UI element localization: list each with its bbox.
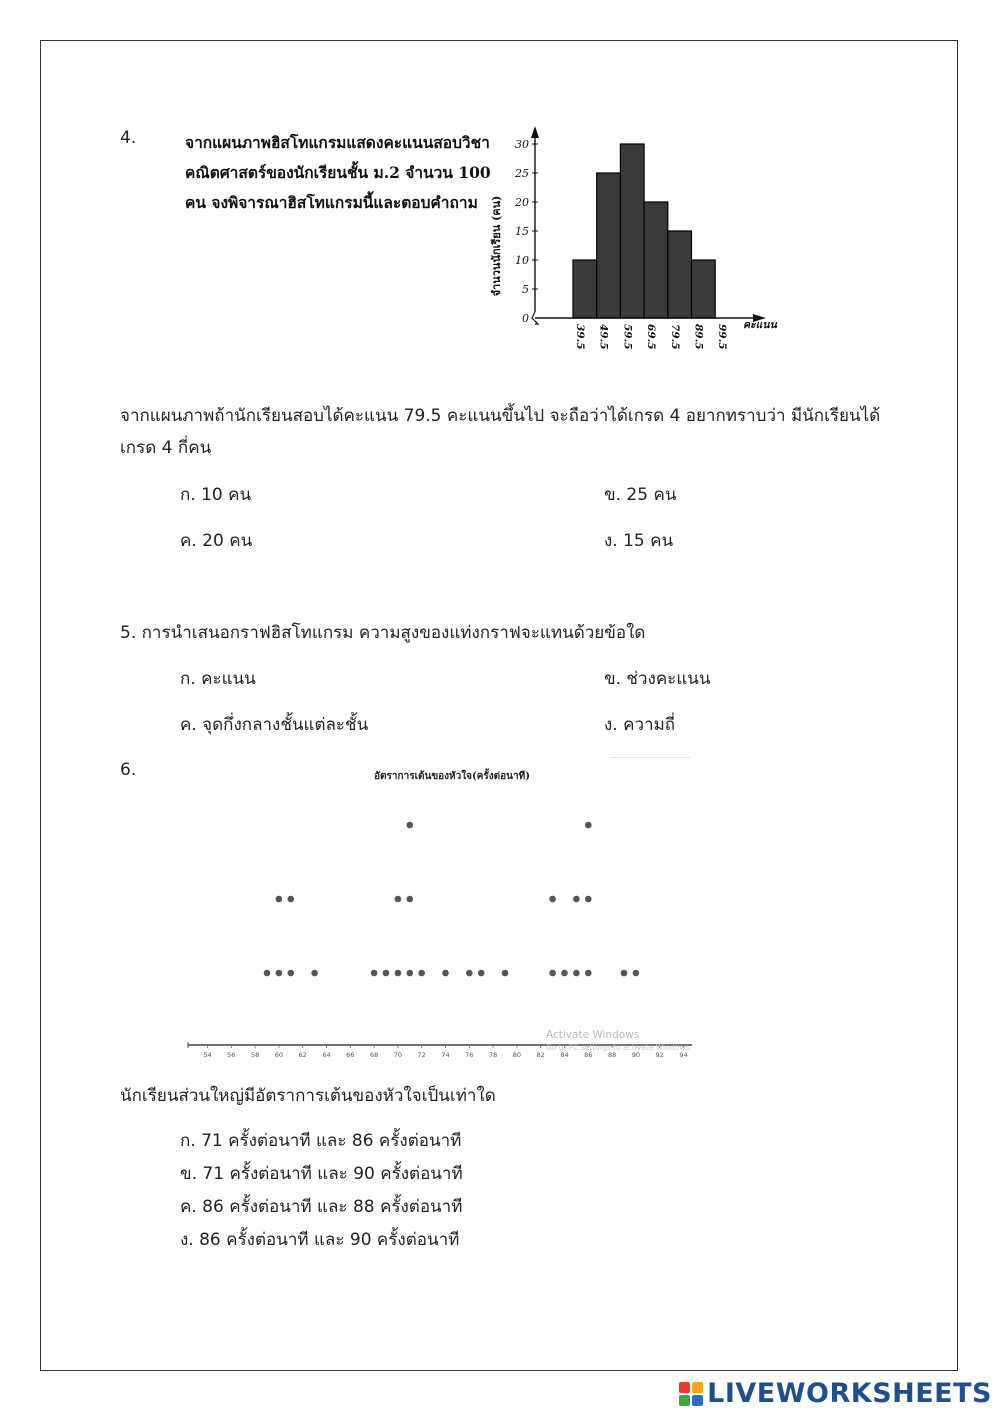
histogram-bar	[692, 260, 716, 318]
dot-plot-tick-label: 56	[227, 1051, 236, 1059]
dot-plot-point	[371, 970, 378, 977]
liveworksheets-logo[interactable]	[679, 1378, 992, 1409]
dot-plot-point	[561, 970, 568, 977]
histogram-x-tick-label: 39.5	[574, 324, 586, 350]
q6-option-a[interactable]: ก. 71 ครั้งต่อนาที และ 86 ครั้งต่อนาที	[180, 1131, 462, 1151]
dot-plot-tick-label: 64	[322, 1051, 331, 1059]
dot-plot-point	[288, 970, 295, 977]
q6-question: นักเรียนส่วนใหญ่มีอัตราการเต้นของหัวใจเป็นเท่าใด	[120, 1086, 496, 1106]
histogram-y-tick-label: 10	[515, 254, 529, 267]
dot-plot-point	[407, 822, 414, 829]
dot-plot-point	[621, 970, 628, 977]
dot-plot-point	[633, 970, 640, 977]
histogram-y-label: จำนวนนักเรียน (คน)	[490, 195, 503, 297]
dot-plot-point	[466, 970, 473, 977]
dot-plot-point	[585, 822, 592, 829]
dot-plot-point	[585, 896, 592, 903]
histogram-y-tick-label: 20	[515, 196, 529, 209]
activate-windows-watermark: Activate Windows	[546, 1029, 640, 1041]
q5-question: 5. การนำเสนอกราฟฮิสโทแกรม ความสูงของแท่งกราฟจะแทนด้วยข้อใด	[120, 623, 646, 643]
histogram-y-tick-label: 30	[515, 138, 529, 151]
dot-plot-point	[288, 896, 295, 903]
dot-plot-point	[585, 970, 592, 977]
dot-plot-point	[549, 970, 556, 977]
histogram-x-tick-label: 59.5	[621, 324, 634, 350]
q5-option-c[interactable]: ค. จุดกึ่งกลางชั้นแต่ละชั้น	[180, 715, 369, 735]
histogram-x-tick-label: 69.5	[645, 324, 658, 350]
dot-plot-tick-label: 66	[346, 1051, 355, 1059]
q4-option-a[interactable]: ก. 10 คน	[180, 485, 252, 505]
dot-plot-point	[418, 970, 425, 977]
dot-plot-point	[264, 970, 271, 977]
dot-plot-tick-label: 60	[274, 1051, 284, 1059]
histogram-bar	[573, 260, 597, 318]
dot-plot-tick-label: 86	[584, 1051, 593, 1059]
y-axis-arrow-icon	[531, 126, 539, 138]
q5-option-a[interactable]: ก. คะแนน	[180, 669, 256, 689]
q4-question-line-1: จากแผนภาพถ้านักเรียนสอบได้คะแนน 79.5 คะแนนขึ้นไป จะถือว่าได้เกรด 4 อยากทราบว่า มีนักเรียนได้	[120, 406, 881, 426]
dot-plot-tick-label: 82	[536, 1051, 545, 1059]
dot-plot-point	[478, 970, 485, 977]
dot-plot-point	[407, 896, 414, 903]
question-4-number: 4.	[120, 128, 137, 148]
q4-option-d[interactable]: ง. 15 คน	[604, 531, 674, 551]
histogram-y-tick-label: 0	[522, 312, 529, 325]
histogram-bar	[668, 231, 692, 318]
q6-option-c[interactable]: ค. 86 ครั้งต่อนาที และ 88 ครั้งต่อนาที	[180, 1197, 463, 1217]
dot-plot-point	[407, 970, 414, 977]
dot-plot-tick-label: 94	[679, 1051, 688, 1059]
histogram-x-tick-label: 89.5	[692, 324, 705, 350]
dot-plot-tick-label: 80	[512, 1051, 522, 1059]
dot-plot-tick-label: 72	[417, 1051, 426, 1059]
dot-plot-tick-label: 84	[560, 1051, 569, 1059]
histogram-x-tick-label: 49.5	[597, 324, 610, 350]
dot-plot-point	[383, 970, 390, 977]
dot-plot-point	[311, 970, 318, 977]
dot-plot-tick-label: 58	[250, 1051, 260, 1059]
histogram-bar	[597, 173, 621, 318]
dot-plot-tick-label: 76	[465, 1051, 474, 1059]
histogram-chart	[485, 118, 795, 358]
dot-plot-point	[395, 896, 402, 903]
dot-plot-point	[573, 970, 580, 977]
dot-plot-tick-label: 62	[298, 1051, 307, 1059]
dot-plot-tick-label: 54	[203, 1051, 212, 1059]
dot-plot-point	[573, 896, 580, 903]
dot-plot-point	[395, 970, 402, 977]
q6-option-b[interactable]: ข. 71 ครั้งต่อนาที และ 90 ครั้งต่อนาที	[180, 1164, 463, 1184]
q5-option-b[interactable]: ข. ช่วงคะแนน	[604, 669, 711, 689]
q5-option-d[interactable]: ง. ความถี่	[604, 715, 676, 735]
dot-plot-tick-label: 78	[488, 1051, 498, 1059]
dot-plot-tick-label: 74	[441, 1051, 450, 1059]
histogram-x-tick-label: 79.5	[668, 324, 681, 350]
q4-question-line-2: เกรด 4 กี่คน	[120, 438, 212, 458]
q6-option-d[interactable]: ง. 86 ครั้งต่อนาที และ 90 ครั้งต่อนาที	[180, 1230, 460, 1250]
dot-plot-tick-label: 90	[631, 1051, 641, 1059]
logo-mark-icon	[679, 1382, 703, 1406]
histogram-y-tick-label: 15	[515, 225, 529, 238]
q4-option-b[interactable]: ข. 25 คน	[604, 485, 677, 505]
dot-plot-tick-label: 68	[369, 1051, 379, 1059]
dot-plot-tick-label: 70	[393, 1051, 403, 1059]
dot-plot-chart	[180, 762, 700, 1062]
q4-intro-line: จากแผนภาพฮิสโทแกรมแสดงคะแนนสอบวิชา	[185, 133, 490, 152]
histogram-bar	[620, 144, 644, 318]
q4-option-c[interactable]: ค. 20 คน	[180, 531, 253, 551]
activate-windows-hint: Go to PC settings to activate Windows.	[546, 1043, 692, 1052]
q4-intro-line: คณิตศาสตร์ของนักเรียนชั้น ม.2 จำนวน 100	[185, 163, 491, 182]
histogram-y-tick-label: 25	[515, 167, 529, 180]
dot-plot-point	[502, 970, 509, 977]
histogram-y-tick-label: 5	[522, 283, 529, 296]
logo-text: LIVEWORKSHEETS	[707, 1378, 992, 1409]
dot-plot-point	[549, 896, 556, 903]
dot-plot-point	[442, 970, 449, 977]
dot-plot-tick-label: 88	[607, 1051, 617, 1059]
dot-plot-point	[276, 970, 283, 977]
q4-intro-line: คน จงพิจารณาฮิสโทแกรมนี้และตอบคำถาม	[185, 193, 478, 212]
q4-intro	[185, 128, 491, 218]
divider	[610, 757, 690, 758]
question-6-number: 6.	[120, 760, 137, 780]
dot-plot-title: อัตราการเต้นของหัวใจ(ครั้งต่อนาที)	[374, 771, 530, 782]
dot-plot-tick-label: 92	[655, 1051, 664, 1059]
histogram-bar	[644, 202, 668, 318]
histogram-x-tick-label: 99.5	[716, 324, 729, 350]
dot-plot-point	[276, 896, 283, 903]
histogram-x-label: คะแนน	[743, 319, 777, 331]
